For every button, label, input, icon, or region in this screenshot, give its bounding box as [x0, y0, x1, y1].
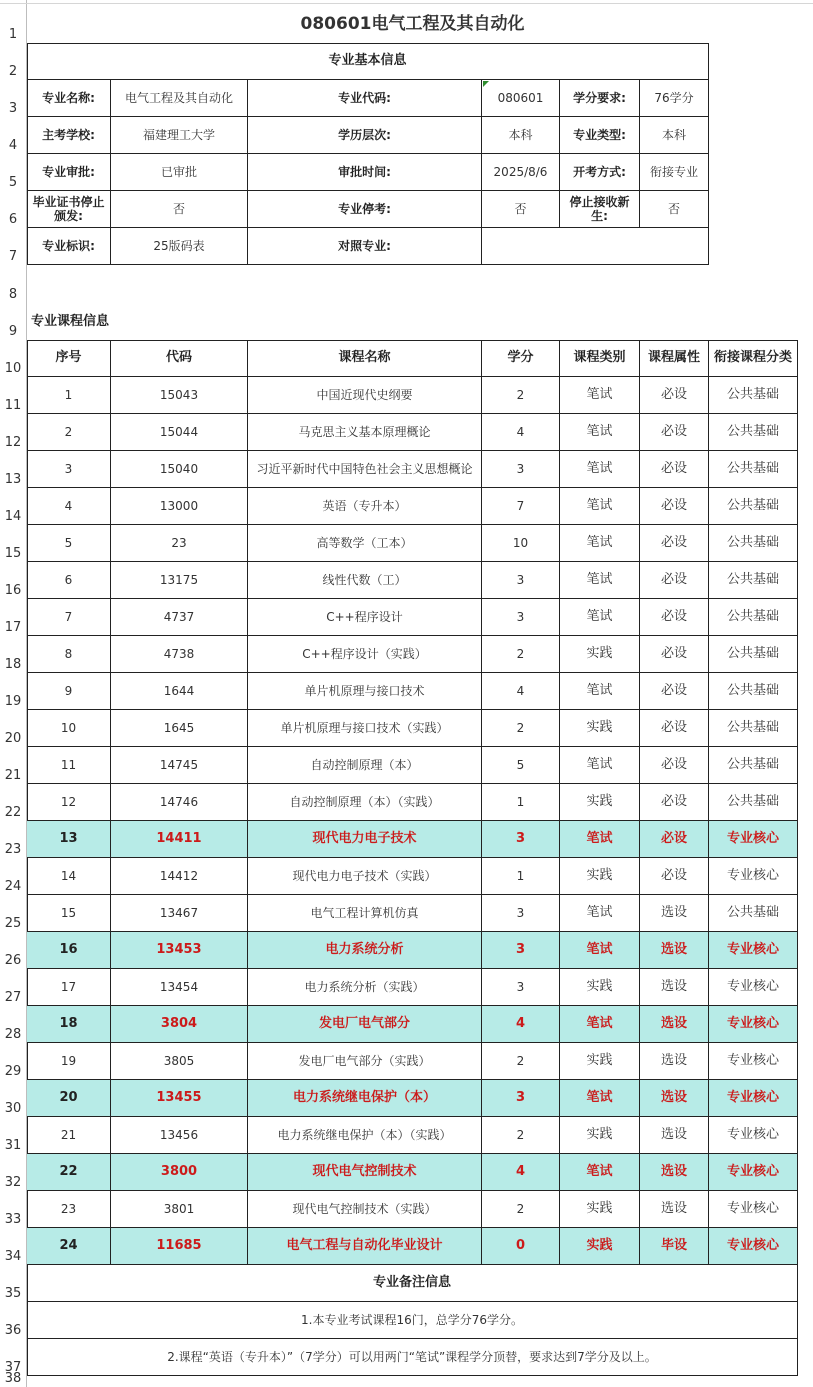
course-cell-cat[interactable]: 专业核心	[709, 1191, 798, 1228]
row-number[interactable]: 32	[4, 1175, 22, 1190]
course-cell-credit[interactable]: 2	[482, 1191, 560, 1228]
info-value: 2025/8/6	[482, 154, 560, 191]
course-cell-name[interactable]: 电力系统分析	[248, 932, 482, 969]
course-cell-cat[interactable]: 公共基础	[709, 451, 798, 488]
course-cell-attr[interactable]: 选设	[640, 932, 709, 969]
course-cell-no[interactable]: 6	[27, 562, 111, 599]
course-cell-attr[interactable]: 选设	[640, 969, 709, 1006]
course-cell-credit[interactable]: 2	[482, 1043, 560, 1080]
course-cell-attr[interactable]: 必设	[640, 451, 709, 488]
row-number[interactable]: 29	[4, 1064, 22, 1079]
course-cell-no[interactable]: 19	[27, 1043, 111, 1080]
course-cell-no[interactable]: 1	[27, 377, 111, 414]
course-cell-name[interactable]: 马克思主义基本原理概论	[248, 414, 482, 451]
course-cell-name[interactable]: 习近平新时代中国特色社会主义思想概论	[248, 451, 482, 488]
course-cell-name[interactable]: 自动控制原理（本）	[248, 747, 482, 784]
course-cell-type[interactable]: 笔试	[560, 488, 640, 525]
row-number[interactable]: 20	[4, 731, 22, 746]
course-cell-type[interactable]: 实践	[560, 1043, 640, 1080]
course-cell-type[interactable]: 笔试	[560, 895, 640, 932]
info-value: 否	[482, 191, 560, 228]
course-cell-credit[interactable]: 4	[482, 673, 560, 710]
row-number[interactable]: 30	[4, 1101, 22, 1116]
course-cell-type[interactable]: 实践	[560, 1191, 640, 1228]
info-value: 已审批	[111, 154, 248, 191]
course-cell-code[interactable]: 3805	[111, 1043, 248, 1080]
course-cell-cat[interactable]: 专业核心	[709, 1043, 798, 1080]
course-cell-type[interactable]: 实践	[560, 636, 640, 673]
course-cell-credit[interactable]: 2	[482, 636, 560, 673]
course-cell-credit[interactable]: 3	[482, 969, 560, 1006]
course-cell-attr[interactable]: 必设	[640, 525, 709, 562]
course-cell-cat[interactable]: 公共基础	[709, 636, 798, 673]
course-cell-credit[interactable]: 0	[482, 1228, 560, 1265]
course-cell-credit[interactable]: 4	[482, 1154, 560, 1191]
info-section-title: 专业基本信息	[27, 43, 709, 80]
row-number[interactable]: 4	[8, 138, 18, 153]
course-cell-attr[interactable]: 选设	[640, 1043, 709, 1080]
course-cell-credit[interactable]: 2	[482, 1117, 560, 1154]
course-cell-attr[interactable]: 必设	[640, 784, 709, 821]
course-cell-no[interactable]: 2	[27, 414, 111, 451]
course-cell-credit[interactable]: 4	[482, 414, 560, 451]
course-cell-cat[interactable]: 公共基础	[709, 747, 798, 784]
course-cell-name[interactable]: 高等数学（工本）	[248, 525, 482, 562]
course-cell-attr[interactable]: 选设	[640, 1154, 709, 1191]
info-value	[482, 228, 709, 265]
row-number[interactable]: 35	[4, 1286, 22, 1301]
course-cell-name[interactable]: 电力系统继电保护（本）	[248, 1080, 482, 1117]
column-header: 序号	[27, 340, 111, 377]
course-cell-code[interactable]: 3800	[111, 1154, 248, 1191]
course-cell-no[interactable]: 20	[27, 1080, 111, 1117]
info-label: 主考学校:	[27, 117, 111, 154]
course-cell-code[interactable]: 3801	[111, 1191, 248, 1228]
course-cell-no[interactable]: 12	[27, 784, 111, 821]
course-cell-no[interactable]: 11	[27, 747, 111, 784]
info-value: 电气工程及其自动化	[111, 80, 248, 117]
course-cell-code[interactable]: 14411	[111, 821, 248, 858]
course-cell-no[interactable]: 23	[27, 1191, 111, 1228]
info-label: 专业代码:	[248, 80, 482, 117]
course-cell-type[interactable]: 笔试	[560, 673, 640, 710]
course-cell-code[interactable]: 14746	[111, 784, 248, 821]
course-cell-code[interactable]: 15044	[111, 414, 248, 451]
page-title: 080601电气工程及其自动化	[300, 13, 525, 34]
course-cell-name[interactable]: 单片机原理与接口技术（实践）	[248, 710, 482, 747]
course-cell-name[interactable]: C++程序设计	[248, 599, 482, 636]
course-cell-code[interactable]: 13454	[111, 969, 248, 1006]
course-cell-code[interactable]: 14412	[111, 858, 248, 895]
course-cell-no[interactable]: 9	[27, 673, 111, 710]
row-number[interactable]: 7	[8, 249, 18, 264]
info-label: 专业停考:	[248, 191, 482, 228]
row-number[interactable]: 31	[4, 1138, 22, 1153]
course-cell-name[interactable]: 自动控制原理（本）（实践）	[248, 784, 482, 821]
course-cell-type[interactable]: 笔试	[560, 377, 640, 414]
course-cell-no[interactable]: 22	[27, 1154, 111, 1191]
info-label: 开考方式:	[560, 154, 640, 191]
info-label: 学历层次:	[248, 117, 482, 154]
course-cell-no[interactable]: 24	[27, 1228, 111, 1265]
column-header: 课程名称	[248, 340, 482, 377]
course-cell-credit[interactable]: 1	[482, 858, 560, 895]
course-cell-attr[interactable]: 必设	[640, 488, 709, 525]
course-cell-cat[interactable]: 专业核心	[709, 1006, 798, 1043]
course-cell-cat[interactable]: 公共基础	[709, 414, 798, 451]
row-number[interactable]: 16	[4, 583, 22, 598]
info-label: 学分要求:	[560, 80, 640, 117]
course-cell-no[interactable]: 17	[27, 969, 111, 1006]
column-header: 衔接课程分类	[709, 340, 798, 377]
course-cell-credit[interactable]: 1	[482, 784, 560, 821]
course-cell-type[interactable]: 笔试	[560, 1080, 640, 1117]
course-cell-code[interactable]: 13453	[111, 932, 248, 969]
course-cell-name[interactable]: 发电厂电气部分	[248, 1006, 482, 1043]
row-number[interactable]: 38	[4, 1371, 22, 1386]
info-label: 专业审批:	[27, 154, 111, 191]
course-cell-cat[interactable]: 专业核心	[709, 969, 798, 1006]
course-cell-credit[interactable]: 3	[482, 1080, 560, 1117]
course-cell-credit[interactable]: 2	[482, 377, 560, 414]
course-cell-type[interactable]: 笔试	[560, 1006, 640, 1043]
courses-section-title: 专业课程信息	[31, 313, 110, 329]
course-cell-credit[interactable]: 7	[482, 488, 560, 525]
course-cell-name[interactable]: 现代电力电子技术（实践）	[248, 858, 482, 895]
row-number[interactable]: 10	[4, 361, 22, 376]
course-cell-attr[interactable]: 必设	[640, 858, 709, 895]
row-number[interactable]: 25	[4, 916, 22, 931]
row-number[interactable]: 18	[4, 657, 22, 672]
cell-comment-indicator	[483, 81, 489, 87]
course-cell-cat[interactable]: 公共基础	[709, 784, 798, 821]
course-cell-cat[interactable]: 专业核心	[709, 858, 798, 895]
row-number[interactable]: 24	[4, 879, 22, 894]
column-header: 代码	[111, 340, 248, 377]
row-number[interactable]: 2	[8, 64, 18, 79]
course-cell-no[interactable]: 4	[27, 488, 111, 525]
course-cell-credit[interactable]: 3	[482, 821, 560, 858]
course-cell-cat[interactable]: 公共基础	[709, 673, 798, 710]
row-number[interactable]: 34	[4, 1249, 22, 1264]
row-number[interactable]: 33	[4, 1212, 22, 1227]
course-cell-credit[interactable]: 5	[482, 747, 560, 784]
course-cell-cat[interactable]: 专业核心	[709, 1117, 798, 1154]
course-cell-code[interactable]: 13455	[111, 1080, 248, 1117]
course-cell-cat[interactable]: 专业核心	[709, 821, 798, 858]
course-cell-name[interactable]: 电力系统继电保护（本）（实践）	[248, 1117, 482, 1154]
course-cell-attr[interactable]: 必设	[640, 821, 709, 858]
course-cell-code[interactable]: 1644	[111, 673, 248, 710]
course-cell-credit[interactable]: 10	[482, 525, 560, 562]
course-cell-credit[interactable]: 3	[482, 932, 560, 969]
info-label: 毕业证书停止颁发:	[27, 191, 111, 228]
course-cell-no[interactable]: 21	[27, 1117, 111, 1154]
course-cell-no[interactable]: 8	[27, 636, 111, 673]
course-cell-name[interactable]: 电气工程与自动化毕业设计	[248, 1228, 482, 1265]
info-value: 本科	[482, 117, 560, 154]
info-label: 对照专业:	[248, 228, 482, 265]
course-cell-attr[interactable]: 必设	[640, 673, 709, 710]
course-cell-name[interactable]: 电气工程计算机仿真	[248, 895, 482, 932]
course-cell-credit[interactable]: 3	[482, 451, 560, 488]
course-cell-code[interactable]: 13175	[111, 562, 248, 599]
course-cell-no[interactable]: 16	[27, 932, 111, 969]
course-cell-code[interactable]: 13467	[111, 895, 248, 932]
course-cell-attr[interactable]: 选设	[640, 1191, 709, 1228]
row-number[interactable]: 19	[4, 694, 22, 709]
course-cell-code[interactable]: 15043	[111, 377, 248, 414]
row-number[interactable]: 28	[4, 1027, 22, 1042]
course-cell-attr[interactable]: 选设	[640, 1080, 709, 1117]
course-cell-code[interactable]: 11685	[111, 1228, 248, 1265]
course-cell-attr[interactable]: 毕设	[640, 1228, 709, 1265]
row-number[interactable]: 9	[8, 324, 18, 339]
course-cell-cat[interactable]: 专业核心	[709, 1228, 798, 1265]
info-label: 专业名称:	[27, 80, 111, 117]
course-cell-no[interactable]: 18	[27, 1006, 111, 1043]
course-cell-credit[interactable]: 3	[482, 599, 560, 636]
course-cell-type[interactable]: 实践	[560, 1228, 640, 1265]
column-header: 课程类别	[560, 340, 640, 377]
course-cell-name[interactable]: 现代电气控制技术（实践）	[248, 1191, 482, 1228]
column-header: 课程属性	[640, 340, 709, 377]
course-cell-cat[interactable]: 公共基础	[709, 525, 798, 562]
course-cell-name[interactable]: 发电厂电气部分（实践）	[248, 1043, 482, 1080]
course-cell-no[interactable]: 15	[27, 895, 111, 932]
info-value: 080601	[482, 80, 560, 117]
course-cell-credit[interactable]: 2	[482, 710, 560, 747]
course-cell-credit[interactable]: 3	[482, 895, 560, 932]
note-text: 2.课程“英语（专升本）”（7学分）可以用两门“笔试”课程学分顶替，要求达到7学分及以上。	[27, 1339, 798, 1376]
row-number[interactable]: 6	[8, 212, 18, 227]
course-cell-attr[interactable]: 必设	[640, 562, 709, 599]
course-cell-type[interactable]: 笔试	[560, 932, 640, 969]
info-top-border	[27, 43, 709, 44]
course-cell-type[interactable]: 实践	[560, 858, 640, 895]
course-cell-type[interactable]: 笔试	[560, 821, 640, 858]
row-number[interactable]: 8	[8, 287, 18, 302]
course-cell-type[interactable]: 笔试	[560, 747, 640, 784]
course-cell-code[interactable]: 3804	[111, 1006, 248, 1043]
course-cell-no[interactable]: 14	[27, 858, 111, 895]
row-number[interactable]: 27	[4, 990, 22, 1005]
course-cell-name[interactable]: 现代电气控制技术	[248, 1154, 482, 1191]
course-cell-cat[interactable]: 专业核心	[709, 932, 798, 969]
course-cell-code[interactable]: 23	[111, 525, 248, 562]
row-number[interactable]: 15	[4, 546, 22, 561]
course-cell-attr[interactable]: 必设	[640, 414, 709, 451]
row-number[interactable]: 22	[4, 805, 22, 820]
course-cell-cat[interactable]: 公共基础	[709, 710, 798, 747]
course-cell-no[interactable]: 7	[27, 599, 111, 636]
course-cell-code[interactable]: 4738	[111, 636, 248, 673]
course-cell-type[interactable]: 实践	[560, 969, 640, 1006]
course-cell-attr[interactable]: 必设	[640, 377, 709, 414]
course-cell-attr[interactable]: 必设	[640, 710, 709, 747]
course-cell-type[interactable]: 实践	[560, 1117, 640, 1154]
info-label: 专业类型:	[560, 117, 640, 154]
course-cell-name[interactable]: 英语（专升本）	[248, 488, 482, 525]
column-header: 学分	[482, 340, 560, 377]
notes-section-title: 专业备注信息	[27, 1265, 798, 1302]
course-cell-attr[interactable]: 选设	[640, 895, 709, 932]
note-text: 1.本专业考试课程16门，总学分76学分。	[27, 1302, 798, 1339]
info-value: 否	[640, 191, 709, 228]
course-cell-name[interactable]: 电力系统分析（实践）	[248, 969, 482, 1006]
course-cell-name[interactable]: 线性代数（工）	[248, 562, 482, 599]
row-number[interactable]: 37	[4, 1360, 22, 1375]
row-number[interactable]: 23	[4, 842, 22, 857]
info-value: 福建理工大学	[111, 117, 248, 154]
course-cell-code[interactable]: 14745	[111, 747, 248, 784]
course-cell-name[interactable]: C++程序设计（实践）	[248, 636, 482, 673]
course-cell-cat[interactable]: 公共基础	[709, 599, 798, 636]
course-cell-cat[interactable]: 公共基础	[709, 562, 798, 599]
course-cell-name[interactable]: 中国近现代史纲要	[248, 377, 482, 414]
row-number[interactable]: 13	[4, 472, 22, 487]
course-cell-code[interactable]: 15040	[111, 451, 248, 488]
course-cell-code[interactable]: 13000	[111, 488, 248, 525]
course-cell-code[interactable]: 13456	[111, 1117, 248, 1154]
row-number[interactable]: 17	[4, 620, 22, 635]
course-cell-cat[interactable]: 专业核心	[709, 1080, 798, 1117]
course-cell-name[interactable]: 单片机原理与接口技术	[248, 673, 482, 710]
course-cell-type[interactable]: 笔试	[560, 414, 640, 451]
row-number[interactable]: 21	[4, 768, 22, 783]
row-number[interactable]: 14	[4, 509, 22, 524]
info-value: 否	[111, 191, 248, 228]
course-cell-code[interactable]: 4737	[111, 599, 248, 636]
course-cell-type[interactable]: 实践	[560, 784, 640, 821]
course-cell-cat[interactable]: 公共基础	[709, 895, 798, 932]
course-cell-name[interactable]: 现代电力电子技术	[248, 821, 482, 858]
row-number[interactable]: 1	[8, 27, 18, 42]
info-label: 停止接收新生:	[560, 191, 640, 228]
course-cell-attr[interactable]: 必设	[640, 747, 709, 784]
course-cell-code[interactable]: 1645	[111, 710, 248, 747]
row-number[interactable]: 12	[4, 435, 22, 450]
course-cell-type[interactable]: 笔试	[560, 599, 640, 636]
row-number[interactable]: 3	[8, 101, 18, 116]
course-cell-attr[interactable]: 选设	[640, 1006, 709, 1043]
course-cell-no[interactable]: 13	[27, 821, 111, 858]
course-cell-cat[interactable]: 公共基础	[709, 377, 798, 414]
course-cell-attr[interactable]: 必设	[640, 636, 709, 673]
course-cell-type[interactable]: 实践	[560, 710, 640, 747]
course-cell-cat[interactable]: 专业核心	[709, 1154, 798, 1191]
info-value: 25版码表	[111, 228, 248, 265]
info-value: 76学分	[640, 80, 709, 117]
course-cell-attr[interactable]: 选设	[640, 1117, 709, 1154]
info-value: 本科	[640, 117, 709, 154]
info-value: 衔接专业	[640, 154, 709, 191]
course-cell-no[interactable]: 10	[27, 710, 111, 747]
row-number[interactable]: 11	[4, 398, 22, 413]
course-cell-type[interactable]: 笔试	[560, 525, 640, 562]
course-cell-cat[interactable]: 公共基础	[709, 488, 798, 525]
info-label: 审批时间:	[248, 154, 482, 191]
course-cell-credit[interactable]: 4	[482, 1006, 560, 1043]
course-cell-attr[interactable]: 必设	[640, 599, 709, 636]
row-number[interactable]: 26	[4, 953, 22, 968]
row-number[interactable]: 5	[8, 175, 18, 190]
course-cell-type[interactable]: 笔试	[560, 562, 640, 599]
course-cell-no[interactable]: 5	[27, 525, 111, 562]
course-cell-type[interactable]: 笔试	[560, 1154, 640, 1191]
course-cell-no[interactable]: 3	[27, 451, 111, 488]
course-cell-type[interactable]: 笔试	[560, 451, 640, 488]
course-cell-credit[interactable]: 3	[482, 562, 560, 599]
row-number[interactable]: 36	[4, 1323, 22, 1338]
info-label: 专业标识:	[27, 228, 111, 265]
